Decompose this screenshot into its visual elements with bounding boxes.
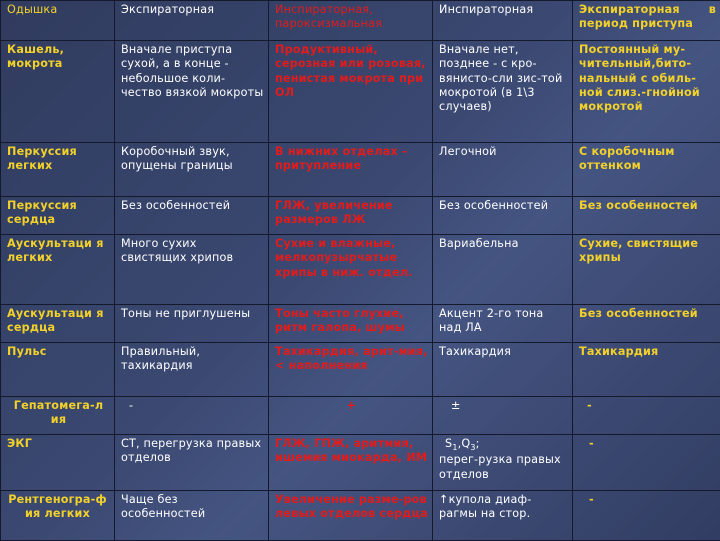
row-label: Пульс xyxy=(1,343,115,397)
table-cell: Вначале приступа сухой, а в конце - небольшое коли-чество вязкой мокроты xyxy=(115,41,269,143)
header-cell-col5: Экспираторная в период приступа xyxy=(573,1,720,41)
table-cell: - xyxy=(573,491,720,541)
table-row xyxy=(1,305,720,343)
table-cell: Сухие, свистящие хрипы xyxy=(573,235,720,305)
table-cell: Легочной xyxy=(433,143,573,197)
table-cell: Тахикардия xyxy=(433,343,573,397)
header-row xyxy=(1,1,720,41)
table-row xyxy=(1,143,720,197)
row-label: ЭКГ xyxy=(1,435,115,491)
row-label: Перкуссия легких xyxy=(1,143,115,197)
table-cell: Постоянный му-чительный,бито-нальный с обиль-ной слиз.-гнойной мокротой xyxy=(573,41,720,143)
table-cell: Тоны часто глухие, ритм галопа, шумы xyxy=(269,305,433,343)
table-cell: + xyxy=(269,397,433,435)
row-label: Аускультаци я легких xyxy=(1,235,115,305)
table-row xyxy=(1,41,720,143)
table-cell: ГЛЖ, увеличение размеров ЛЖ xyxy=(269,197,433,235)
header-cell-feature: Одышка xyxy=(1,1,115,41)
table-cell: - xyxy=(573,397,720,435)
row-label: Рентгеногра-ф ия легких xyxy=(1,491,115,541)
table-cell: Без особенностей xyxy=(573,197,720,235)
ecg-line2: перег-рузка правых отделов xyxy=(439,453,561,480)
table-cell: Тахикардия, арит-мия, < наполнения xyxy=(269,343,433,397)
table-cell: Тоны не приглушены xyxy=(115,305,269,343)
ecg-semicolon: ; xyxy=(476,437,480,450)
table-cell: ГЛЖ, ГПЖ, аритмия, ишемия миокарда, ИМ xyxy=(269,435,433,491)
table-cell: Без особенностей xyxy=(573,305,720,343)
table-cell: В нижних отделах – притупление xyxy=(269,143,433,197)
table-row xyxy=(1,397,720,435)
table-cell-ecg xyxy=(433,435,573,491)
table-cell: Без особенностей xyxy=(433,197,573,235)
table-row xyxy=(1,197,720,235)
table-cell: Акцент 2-го тона над ЛА xyxy=(433,305,573,343)
table-cell: ± xyxy=(433,397,573,435)
ecg-s: S xyxy=(439,437,452,450)
table-cell: ↑купола диаф-рагмы на стор. xyxy=(433,491,573,541)
ecg-s-index: 1 xyxy=(452,443,457,452)
row-label: Кашель, мокрота xyxy=(1,41,115,143)
row-label: Гепатомега-л ия xyxy=(1,397,115,435)
ecg-q: ,Q xyxy=(458,437,471,450)
table-cell: Без особенностей xyxy=(115,197,269,235)
table-row xyxy=(1,343,720,397)
header-cell-col4: Инспираторная xyxy=(433,1,573,41)
table-row xyxy=(1,491,720,541)
table-row xyxy=(1,435,720,491)
ecg-q-index: 3 xyxy=(470,443,475,452)
row-label: Перкуссия сердца xyxy=(1,197,115,235)
table-cell: Чаще без особенностей xyxy=(115,491,269,541)
table-cell: СТ, перегрузка правых отделов xyxy=(115,435,269,491)
table-cell: Правильный, тахикардия xyxy=(115,343,269,397)
table-cell: Вариабельна xyxy=(433,235,573,305)
table-cell: Продуктивный, серозная или розовая, пенистая мокрота при ОЛ xyxy=(269,41,433,143)
table-row xyxy=(1,235,720,305)
table-cell: - xyxy=(573,435,720,491)
table-cell: Увеличение разме-ров левых отделов сердца xyxy=(269,491,433,541)
table-cell: С коробочным оттенком xyxy=(573,143,720,197)
table-cell: Коробочный звук, опущены границы xyxy=(115,143,269,197)
row-label: Аускультаци я сердца xyxy=(1,305,115,343)
header-cell-col2: Экспираторная xyxy=(115,1,269,41)
table-cell: - xyxy=(115,397,269,435)
table-cell: Тахикардия xyxy=(573,343,720,397)
table-cell: Много сухих свистящих хрипов xyxy=(115,235,269,305)
table-cell: Сухие и влажные, мелкопузырчатые хрипы в ниж. отдел. xyxy=(269,235,433,305)
header-cell-col3: Инспираторная, пароксизмальная xyxy=(269,1,433,41)
table-cell: Вначале нет, позднее - с кро-вянисто-сли зис-той мокротой (в 1\3 случаев) xyxy=(433,41,573,143)
